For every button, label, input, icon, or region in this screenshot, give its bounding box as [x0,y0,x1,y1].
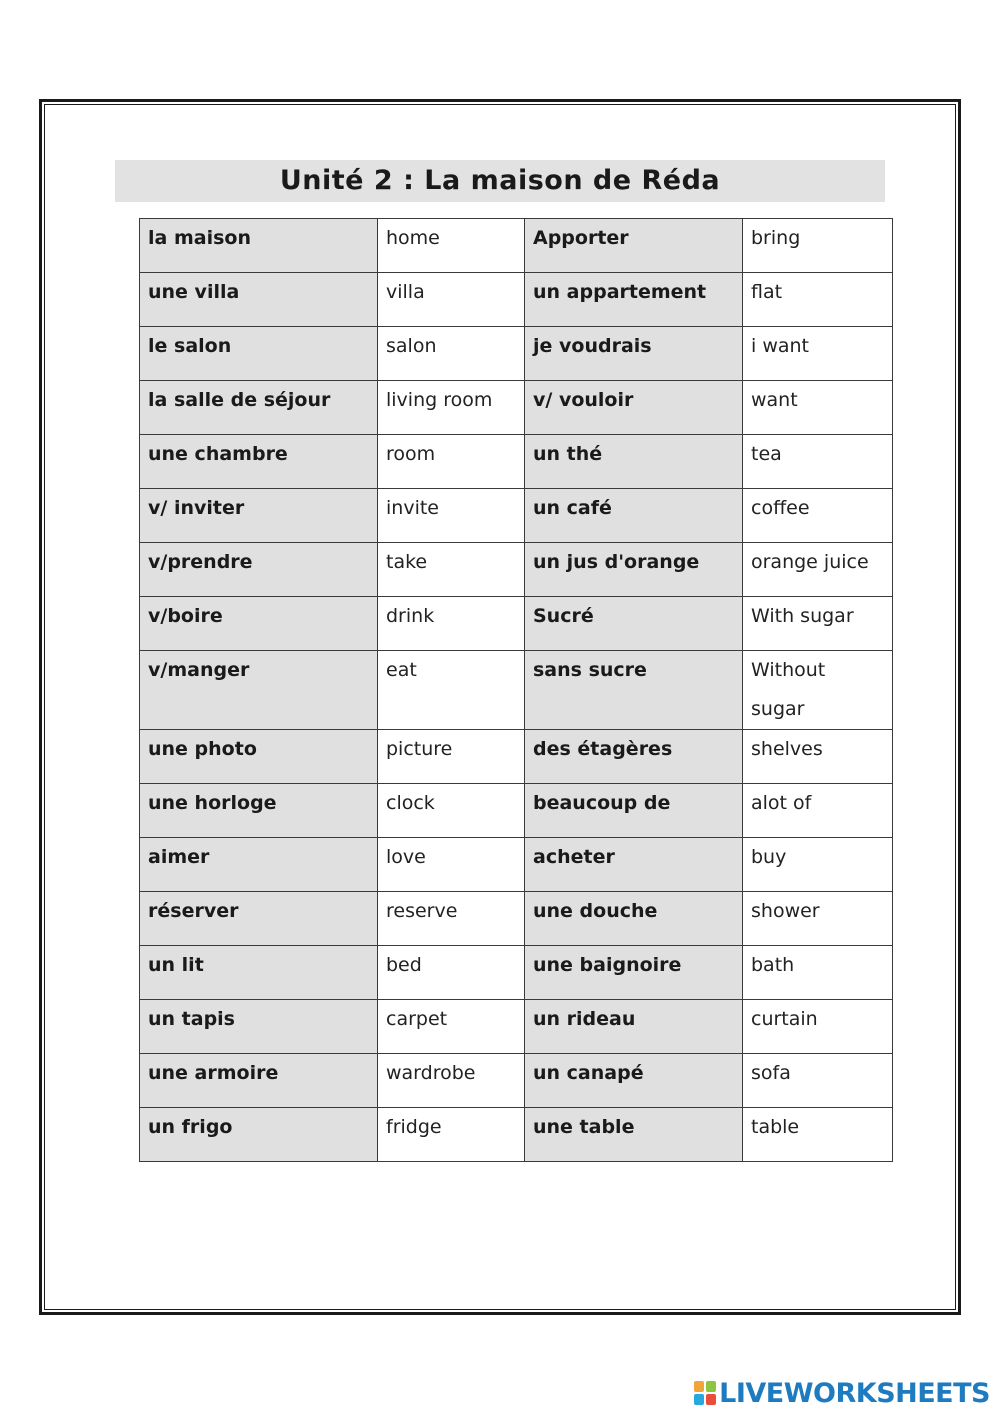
english-translation-right: bring [743,219,893,273]
english-translation-right: table [743,1108,893,1162]
french-term-right: v/ vouloir [525,381,743,435]
french-term-right: beaucoup de [525,784,743,838]
english-translation-left: living room [378,381,525,435]
english-translation-left: reserve [378,892,525,946]
logo-square [706,1394,716,1405]
english-translation-right: coffee [743,489,893,543]
english-translation-left: home [378,219,525,273]
french-term-left: une armoire [140,1054,378,1108]
english-translation-right: want [743,381,893,435]
french-term-right: Sucré [525,597,743,651]
english-translation-left: take [378,543,525,597]
logo-square [694,1394,704,1405]
french-term-left: un lit [140,946,378,1000]
french-term-left: v/ inviter [140,489,378,543]
vocabulary-row [140,489,893,543]
french-term-left: v/manger [140,651,378,730]
english-translation-right: Without sugar [743,651,893,730]
vocabulary-row [140,273,893,327]
vocabulary-row [140,946,893,1000]
vocabulary-row [140,784,893,838]
english-translation-left: room [378,435,525,489]
vocabulary-row [140,1054,893,1108]
french-term-left: une villa [140,273,378,327]
english-translation-right: bath [743,946,893,1000]
french-term-right: des étagères [525,730,743,784]
english-translation-left: carpet [378,1000,525,1054]
english-translation-left: drink [378,597,525,651]
english-translation-right: alot of [743,784,893,838]
french-term-right: sans sucre [525,651,743,730]
english-translation-left: fridge [378,1108,525,1162]
english-translation-left: picture [378,730,525,784]
liveworksheets-logo [694,1378,990,1408]
english-translation-right: flat [743,273,893,327]
french-term-left: aimer [140,838,378,892]
liveworksheets-logo-icon [694,1381,716,1405]
french-term-right: un canapé [525,1054,743,1108]
vocabulary-row [140,219,893,273]
french-term-left: un frigo [140,1108,378,1162]
vocabulary-row [140,435,893,489]
english-translation-left: eat [378,651,525,730]
french-term-left: une photo [140,730,378,784]
english-translation-right: curtain [743,1000,893,1054]
french-term-left: une horloge [140,784,378,838]
english-translation-right: sofa [743,1054,893,1108]
logo-square [694,1381,704,1392]
french-term-left: v/boire [140,597,378,651]
french-term-left: la salle de séjour [140,381,378,435]
english-translation-left: clock [378,784,525,838]
worksheet-title: Unité 2 : La maison de Réda [115,160,885,202]
vocabulary-row [140,651,893,730]
french-term-left: réserver [140,892,378,946]
logo-square [706,1381,716,1392]
french-term-right: une table [525,1108,743,1162]
vocabulary-row [140,597,893,651]
french-term-left: un tapis [140,1000,378,1054]
french-term-right: un appartement [525,273,743,327]
english-translation-left: villa [378,273,525,327]
english-translation-left: wardrobe [378,1054,525,1108]
french-term-left: la maison [140,219,378,273]
french-term-left: le salon [140,327,378,381]
english-translation-left: love [378,838,525,892]
liveworksheets-logo-text: LIVEWORKSHEETS [719,1377,990,1409]
vocabulary-table [139,218,893,1162]
vocabulary-row [140,838,893,892]
vocabulary-table-body [140,219,893,1162]
vocabulary-row [140,1108,893,1162]
french-term-right: une baignoire [525,946,743,1000]
french-term-right: acheter [525,838,743,892]
english-translation-right: shelves [743,730,893,784]
french-term-left: une chambre [140,435,378,489]
vocabulary-row [140,892,893,946]
french-term-left: v/prendre [140,543,378,597]
french-term-right: je voudrais [525,327,743,381]
vocabulary-row [140,730,893,784]
english-translation-left: salon [378,327,525,381]
english-translation-right: shower [743,892,893,946]
vocabulary-row [140,1000,893,1054]
vocabulary-row [140,543,893,597]
french-term-right: Apporter [525,219,743,273]
vocabulary-row [140,381,893,435]
english-translation-right: With sugar [743,597,893,651]
english-translation-right: orange juice [743,543,893,597]
english-translation-left: bed [378,946,525,1000]
english-translation-left: invite [378,489,525,543]
vocabulary-row [140,327,893,381]
french-term-right: un jus d'orange [525,543,743,597]
french-term-right: un café [525,489,743,543]
french-term-right: un rideau [525,1000,743,1054]
english-translation-right: tea [743,435,893,489]
french-term-right: une douche [525,892,743,946]
english-translation-right: buy [743,838,893,892]
english-translation-right: i want [743,327,893,381]
french-term-right: un thé [525,435,743,489]
